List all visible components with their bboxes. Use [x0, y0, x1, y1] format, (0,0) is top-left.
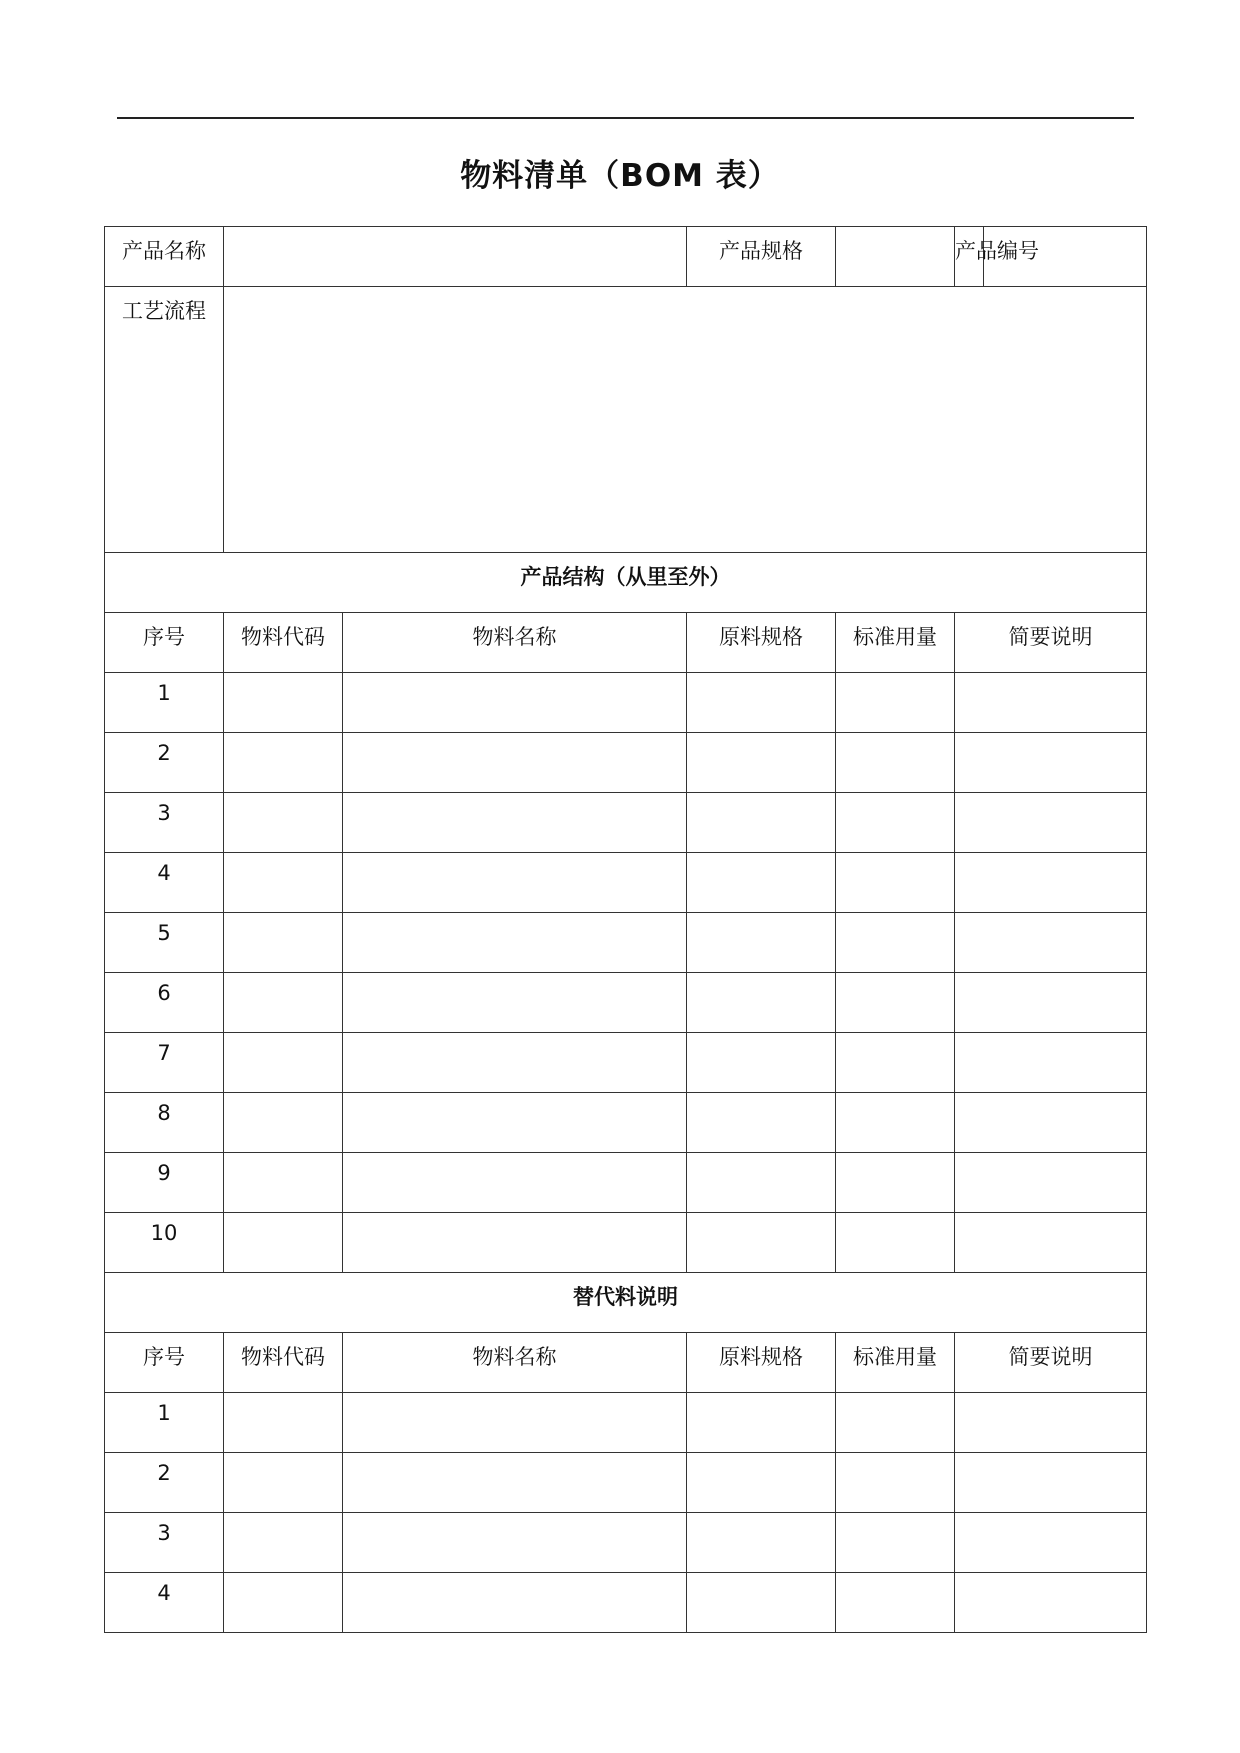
row-number: 2 [105, 1453, 224, 1513]
table-row [105, 1033, 1147, 1093]
material-code-cell[interactable] [224, 1513, 343, 1573]
material-name-cell[interactable] [343, 1033, 687, 1093]
standard-quantity-cell[interactable] [836, 1093, 955, 1153]
standard-quantity-cell[interactable] [836, 973, 955, 1033]
structure-rows [105, 673, 1147, 1273]
standard-quantity-cell[interactable] [836, 673, 955, 733]
column-header: 简要说明 [955, 1333, 1147, 1393]
standard-quantity-cell[interactable] [836, 913, 955, 973]
material-name-cell[interactable] [343, 1213, 687, 1273]
column-header: 物料名称 [343, 1333, 687, 1393]
standard-quantity-cell[interactable] [836, 1453, 955, 1513]
material-spec-cell[interactable] [687, 1393, 836, 1453]
table-row [105, 1573, 1147, 1633]
row-number: 4 [105, 1573, 224, 1633]
header-rule [117, 117, 1134, 119]
material-name-cell[interactable] [343, 1393, 687, 1453]
material-spec-cell[interactable] [687, 853, 836, 913]
material-spec-cell[interactable] [687, 733, 836, 793]
description-cell[interactable] [955, 1033, 1147, 1093]
column-header: 标准用量 [836, 1333, 955, 1393]
description-cell[interactable] [955, 1573, 1147, 1633]
material-name-cell[interactable] [343, 1513, 687, 1573]
material-name-cell[interactable] [343, 1093, 687, 1153]
product-code-label: 产品编号 [955, 227, 984, 287]
row-number: 3 [105, 793, 224, 853]
standard-quantity-cell[interactable] [836, 853, 955, 913]
description-cell[interactable] [955, 1513, 1147, 1573]
row-number: 1 [105, 1393, 224, 1453]
column-header: 原料规格 [687, 613, 836, 673]
table-row [105, 1393, 1147, 1453]
column-header: 物料代码 [224, 613, 343, 673]
material-spec-cell[interactable] [687, 913, 836, 973]
material-spec-cell[interactable] [687, 1453, 836, 1513]
row-number: 8 [105, 1093, 224, 1153]
material-spec-cell[interactable] [687, 1213, 836, 1273]
substitutes-section-row [105, 1273, 1147, 1333]
description-cell[interactable] [955, 1453, 1147, 1513]
material-code-cell[interactable] [224, 973, 343, 1033]
material-spec-cell[interactable] [687, 1573, 836, 1633]
table-row [105, 913, 1147, 973]
standard-quantity-cell[interactable] [836, 1573, 955, 1633]
substitutes-rows [105, 1393, 1147, 1633]
row-number: 4 [105, 853, 224, 913]
description-cell[interactable] [955, 913, 1147, 973]
column-header: 序号 [105, 613, 224, 673]
material-name-cell[interactable] [343, 733, 687, 793]
description-cell[interactable] [955, 853, 1147, 913]
description-cell[interactable] [955, 793, 1147, 853]
table-row [105, 853, 1147, 913]
material-spec-cell[interactable] [687, 1153, 836, 1213]
process-label: 工艺流程 [105, 287, 224, 553]
substitutes-section-title: 替代料说明 [105, 1273, 1147, 1333]
table-row [105, 793, 1147, 853]
material-code-cell[interactable] [224, 733, 343, 793]
document-title: 物料清单（BOM 表） [460, 158, 780, 194]
material-code-cell[interactable] [224, 793, 343, 853]
description-cell[interactable] [955, 1093, 1147, 1153]
product-spec-label: 产品规格 [687, 227, 836, 287]
material-name-cell[interactable] [343, 853, 687, 913]
table-row [105, 1093, 1147, 1153]
standard-quantity-cell[interactable] [836, 1393, 955, 1453]
table-row [105, 1153, 1147, 1213]
table-row [105, 673, 1147, 733]
column-header: 原料规格 [687, 1333, 836, 1393]
table-row [105, 733, 1147, 793]
description-cell[interactable] [955, 733, 1147, 793]
column-header: 标准用量 [836, 613, 955, 673]
process-field[interactable] [224, 287, 1147, 553]
material-spec-cell[interactable] [687, 673, 836, 733]
standard-quantity-cell[interactable] [836, 1033, 955, 1093]
material-name-cell[interactable] [343, 793, 687, 853]
product-info-row [105, 227, 1147, 287]
product-spec-field[interactable] [836, 227, 955, 287]
material-code-cell[interactable] [224, 1453, 343, 1513]
bom-form-table [104, 226, 1147, 1633]
material-name-cell[interactable] [343, 913, 687, 973]
material-name-cell[interactable] [343, 1453, 687, 1513]
standard-quantity-cell[interactable] [836, 1153, 955, 1213]
material-spec-cell[interactable] [687, 1033, 836, 1093]
row-number: 9 [105, 1153, 224, 1213]
row-number: 3 [105, 1513, 224, 1573]
material-code-cell[interactable] [224, 1033, 343, 1093]
substitutes-header-row [105, 1333, 1147, 1393]
row-number: 10 [105, 1213, 224, 1273]
description-cell[interactable] [955, 973, 1147, 1033]
material-name-cell[interactable] [343, 1573, 687, 1633]
material-name-cell[interactable] [343, 1153, 687, 1213]
material-code-cell[interactable] [224, 913, 343, 973]
material-code-cell[interactable] [224, 853, 343, 913]
material-code-cell[interactable] [224, 1093, 343, 1153]
material-spec-cell[interactable] [687, 793, 836, 853]
column-header: 简要说明 [955, 613, 1147, 673]
product-name-field[interactable] [224, 227, 687, 287]
material-code-cell[interactable] [224, 1213, 343, 1273]
column-header: 物料代码 [224, 1333, 343, 1393]
standard-quantity-cell[interactable] [836, 1513, 955, 1573]
product-name-label: 产品名称 [105, 227, 224, 287]
description-cell[interactable] [955, 673, 1147, 733]
material-code-cell[interactable] [224, 1153, 343, 1213]
material-code-cell[interactable] [224, 1393, 343, 1453]
description-cell[interactable] [955, 1393, 1147, 1453]
material-spec-cell[interactable] [687, 1513, 836, 1573]
structure-section-row [105, 553, 1147, 613]
row-number: 5 [105, 913, 224, 973]
structure-header-row [105, 613, 1147, 673]
table-row [105, 973, 1147, 1033]
description-cell[interactable] [955, 1153, 1147, 1213]
standard-quantity-cell[interactable] [836, 793, 955, 853]
material-code-cell[interactable] [224, 1573, 343, 1633]
structure-section-title: 产品结构（从里至外） [105, 553, 1147, 613]
material-name-cell[interactable] [343, 973, 687, 1033]
row-number: 2 [105, 733, 224, 793]
table-row [105, 1453, 1147, 1513]
column-header: 物料名称 [343, 613, 687, 673]
material-code-cell[interactable] [224, 673, 343, 733]
table-row [105, 1513, 1147, 1573]
column-header: 序号 [105, 1333, 224, 1393]
standard-quantity-cell[interactable] [836, 1213, 955, 1273]
standard-quantity-cell[interactable] [836, 733, 955, 793]
table-row [105, 1213, 1147, 1273]
process-row [105, 287, 1147, 553]
row-number: 1 [105, 673, 224, 733]
description-cell[interactable] [955, 1213, 1147, 1273]
material-name-cell[interactable] [343, 673, 687, 733]
row-number: 6 [105, 973, 224, 1033]
material-spec-cell[interactable] [687, 1093, 836, 1153]
row-number: 7 [105, 1033, 224, 1093]
material-spec-cell[interactable] [687, 973, 836, 1033]
